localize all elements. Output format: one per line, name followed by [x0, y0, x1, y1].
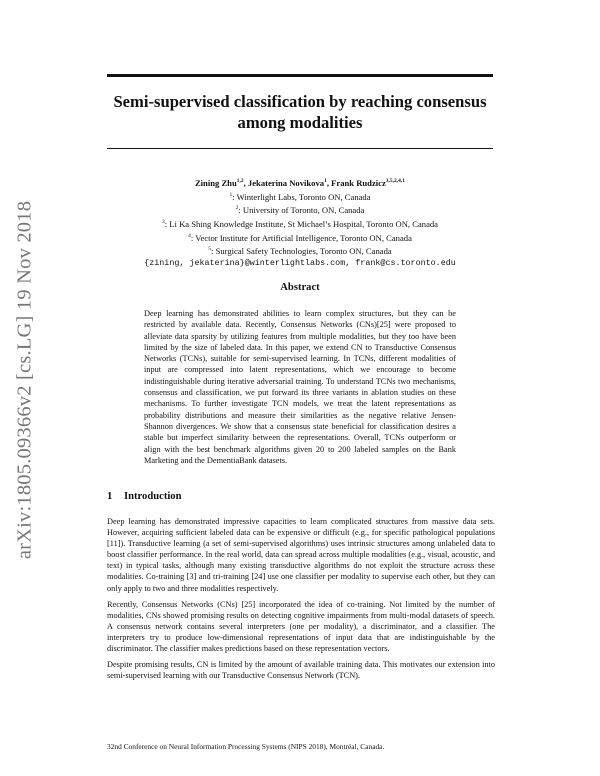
section-heading-introduction [107, 491, 182, 502]
author-sup-2: 1 [324, 178, 327, 184]
title-line-2: among modalities [237, 113, 363, 132]
title-bottom-rule [107, 148, 493, 149]
conference-footnote: 32nd Conference on Neural Information Processing Systems (NIPS 2018), Montréal, Canada. [107, 742, 385, 751]
affiliation-1: $^1$: Winterlight Labs, Toronto ON, Canada [229, 191, 371, 202]
abstract-text: Deep learning has demonstrated abilities to learn complex structures, but they can be restricted by available data. Recently, Consensus Networks (CNs)[25] were proposed to alleviate data sparsity by utilizing features from multiple modalities, but they too have been limited by the size of labeled data. In this paper, we extend CN to Transductive Consensus Networks (TCNs), suitable for semi-supervised learning. In TCNs, different modalities of input are compressed into latent representations, which we encourage to become indistinguishable during iterative adversarial training. To understand TCNs two mechanisms, consensus and classification, we put forward its three variants in ablation studies on these mechanisms. To further investigate TCN models, we treat the latent representations as probability distributions and measure their similarities as the negative relative Jensen-Shannon divergences. We show that a consensus state beneficial for classification desires a stable but imperfect similarity between the representations. Overall, TCNs outperform or align with the best benchmark algorithms given 20 to 200 labeled samples on the Bank Marketing and the DementiaBank datasets. [144, 309, 456, 465]
affiliation-5: $^5$: Surgical Safety Technologies, Toronto ON, Canada [208, 246, 392, 257]
affiliation-2: $^2$: University of Toronto, ON, Canada [235, 205, 365, 216]
paper-title [107, 91, 493, 133]
title-line-1: Semi-supervised classification by reaching consensus [113, 92, 487, 111]
intro-paragraph-1: Deep learning has demonstrated impressive capacities to learn complicated structures from massive data sets. However, acquiring sufficient labeled data can be expensive or difficult (e.g., for specific pathological populations [11]). Transductive learning (a set of semi-supervised algorithms) uses intrinsic structures among unlabeled data to boost classifier performance. In the real world, data can spread across multiple modalities (e.g., visual, acoustic, and text) in typical tasks, although many existing transductive algorithms do not exploit the structure across these modalities. Co-training [3] and tri-training [24] use one classifier per modality to supervise each other, but they can only apply to two and three modalities respectively. [107, 517, 495, 593]
section-number: 1 [107, 491, 113, 502]
author-name-1: Zining Zhu [194, 177, 237, 188]
section-title: Introduction [124, 491, 182, 502]
arxiv-identifier: arXiv:1805.09366v2 [cs.LG] 19 Nov 2018 [13, 200, 36, 560]
intro-paragraph-3: Despite promising results, CN is limited by the amount of available training data. This motivates our extension into semi-supervised learning with our Transductive Consensus Network (TCN). [107, 660, 495, 681]
author-emails[interactable]: {zining, jekaterina}@winterlightlabs.com, frank@cs.toronto.edu [144, 257, 456, 268]
affiliation-3: $^3$: Li Ka Shing Knowledge Institute, St Michael’s Hospital, Toronto ON, Canada [162, 218, 438, 229]
author-names: Zining Zhu$^{1,2}$, Jekaterina Novikova$^1$, Frank Rudzicz$^{3,5,2,4,1}$ [194, 177, 406, 188]
author-sup-1: 1,2 [236, 178, 244, 184]
author-sup-3: 3,5,2,4,1 [385, 178, 406, 184]
abstract-heading: Abstract [280, 282, 320, 293]
affiliation-4: $^4$: Vector Institute for Artificial Intelligence, Toronto ON, Canada [188, 232, 412, 243]
introduction-body [107, 516, 495, 686]
arxiv-sidebar [8, 200, 42, 560]
author-name-2: Jekaterina Novikova [247, 177, 325, 188]
title-top-rule [107, 74, 493, 77]
intro-paragraph-2: Recently, Consensus Networks (CNs) [25] incorporated the idea of co-training. Not limited by the number of modalities, CNs showed promising results on detecting cognitive impairments from multi-modal datasets of speech. A consensus network contains several interpreters (one per modality), a discriminator, and a classifier. The interpreters try to produce low-dimensional representations of input data that are indistinguishable by the discriminator. The classifier makes predictions based on these representation vectors. [107, 599, 495, 654]
author-name-3: Frank Rudzicz [331, 177, 386, 188]
author-block [107, 176, 493, 270]
